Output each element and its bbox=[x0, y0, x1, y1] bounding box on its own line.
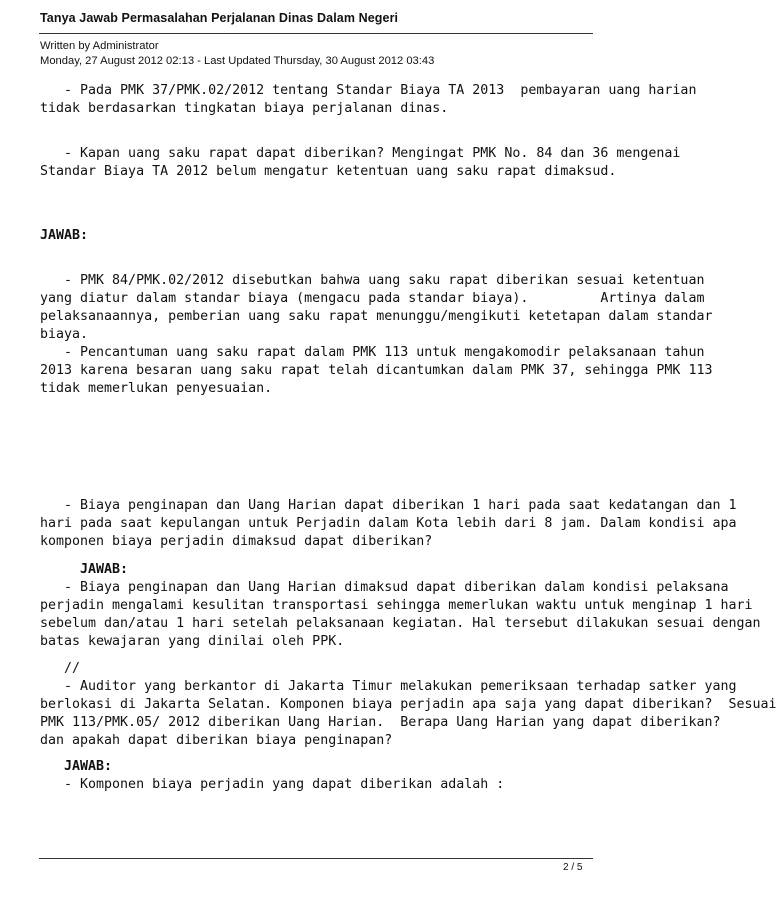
separator-mark: // bbox=[40, 661, 81, 676]
footer-divider bbox=[39, 858, 593, 859]
page-number: 2 / 5 bbox=[563, 862, 583, 873]
date-line: Monday, 27 August 2012 02:13 - Last Updated Thursday, 30 August 2012 03:43 bbox=[40, 55, 435, 67]
question-1: - Pada PMK 37/PMK.02/2012 tentang Standar Biaya TA 2013 pembayaran uang harian tidak berdasarkan tingkatan biaya perjalanan dinas. bbox=[40, 83, 697, 116]
answer-2: - Biaya penginapan dan Uang Harian dimaksud dapat diberikan dalam kondisi pelaksana perjadin mengalami kesulitan transportasi sehingga memerlukan waktu untuk menginap 1 hari sebelum dan/atau 1 hari setelah pelaksanaan kegiatan. Hal tersebut dilakukan sesuai dengan batas kewajaran yang dinilai oleh PPK. bbox=[40, 580, 761, 649]
answer-3: - Komponen biaya perjadin yang dapat diberikan adalah : bbox=[40, 777, 505, 792]
answer-heading-3: JAWAB: bbox=[40, 759, 113, 774]
author-line: Written by Administrator bbox=[40, 40, 159, 52]
answer-1: - PMK 84/PMK.02/2012 disebutkan bahwa uang saku rapat diberikan sesuai ketentuan yang diatur dalam standar biaya (mengacu pada standar biaya). Artinya dalam pelaksanaannya, pemberian uang saku rapat menunggu/mengikuti ketetapan dalam standar biaya. - Pencantuman uang saku rapat dalam PMK 113 untuk mengakomodir pelaksanaan tahun 2013 karena besaran uang saku rapat telah dicantumkan dalam PMK 37, sehingga PMK 113 tidak memerlukan penyesuaian. bbox=[40, 273, 713, 396]
header-meta bbox=[40, 39, 434, 69]
question-3: - Biaya penginapan dan Uang Harian dapat diberikan 1 hari pada saat kedatangan dan 1 hari pada saat kepulangan untuk Perjadin dalam Kota lebih dari 8 jam. Dalam kondisi apa komponen biaya perjadin dimaksud dapat diberikan? bbox=[40, 498, 737, 549]
header-title: Tanya Jawab Permasalahan Perjalanan Dinas Dalam Negeri bbox=[40, 11, 399, 25]
answer-heading-2: JAWAB: bbox=[40, 562, 129, 577]
question-4: - Auditor yang berkantor di Jakarta Timur melakukan pemeriksaan terhadap satker yang berlokasi di Jakarta Selatan. Komponen biaya perjadin apa saja yang dapat diberikan? Sesuai PMK 113/PMK.05/ 2012 diberikan Uang Harian. Berapa Uang Harian yang dapat diberikan? dan apakah dapat diberikan biaya penginapan? bbox=[40, 679, 777, 748]
answer-heading-1: JAWAB: bbox=[40, 228, 89, 243]
question-2: - Kapan uang saku rapat dapat diberikan? Mengingat PMK No. 84 dan 36 mengenai Standar Biaya TA 2012 belum mengatur ketentuan uang saku rapat dimaksud. bbox=[40, 146, 681, 179]
header-divider bbox=[39, 33, 593, 34]
